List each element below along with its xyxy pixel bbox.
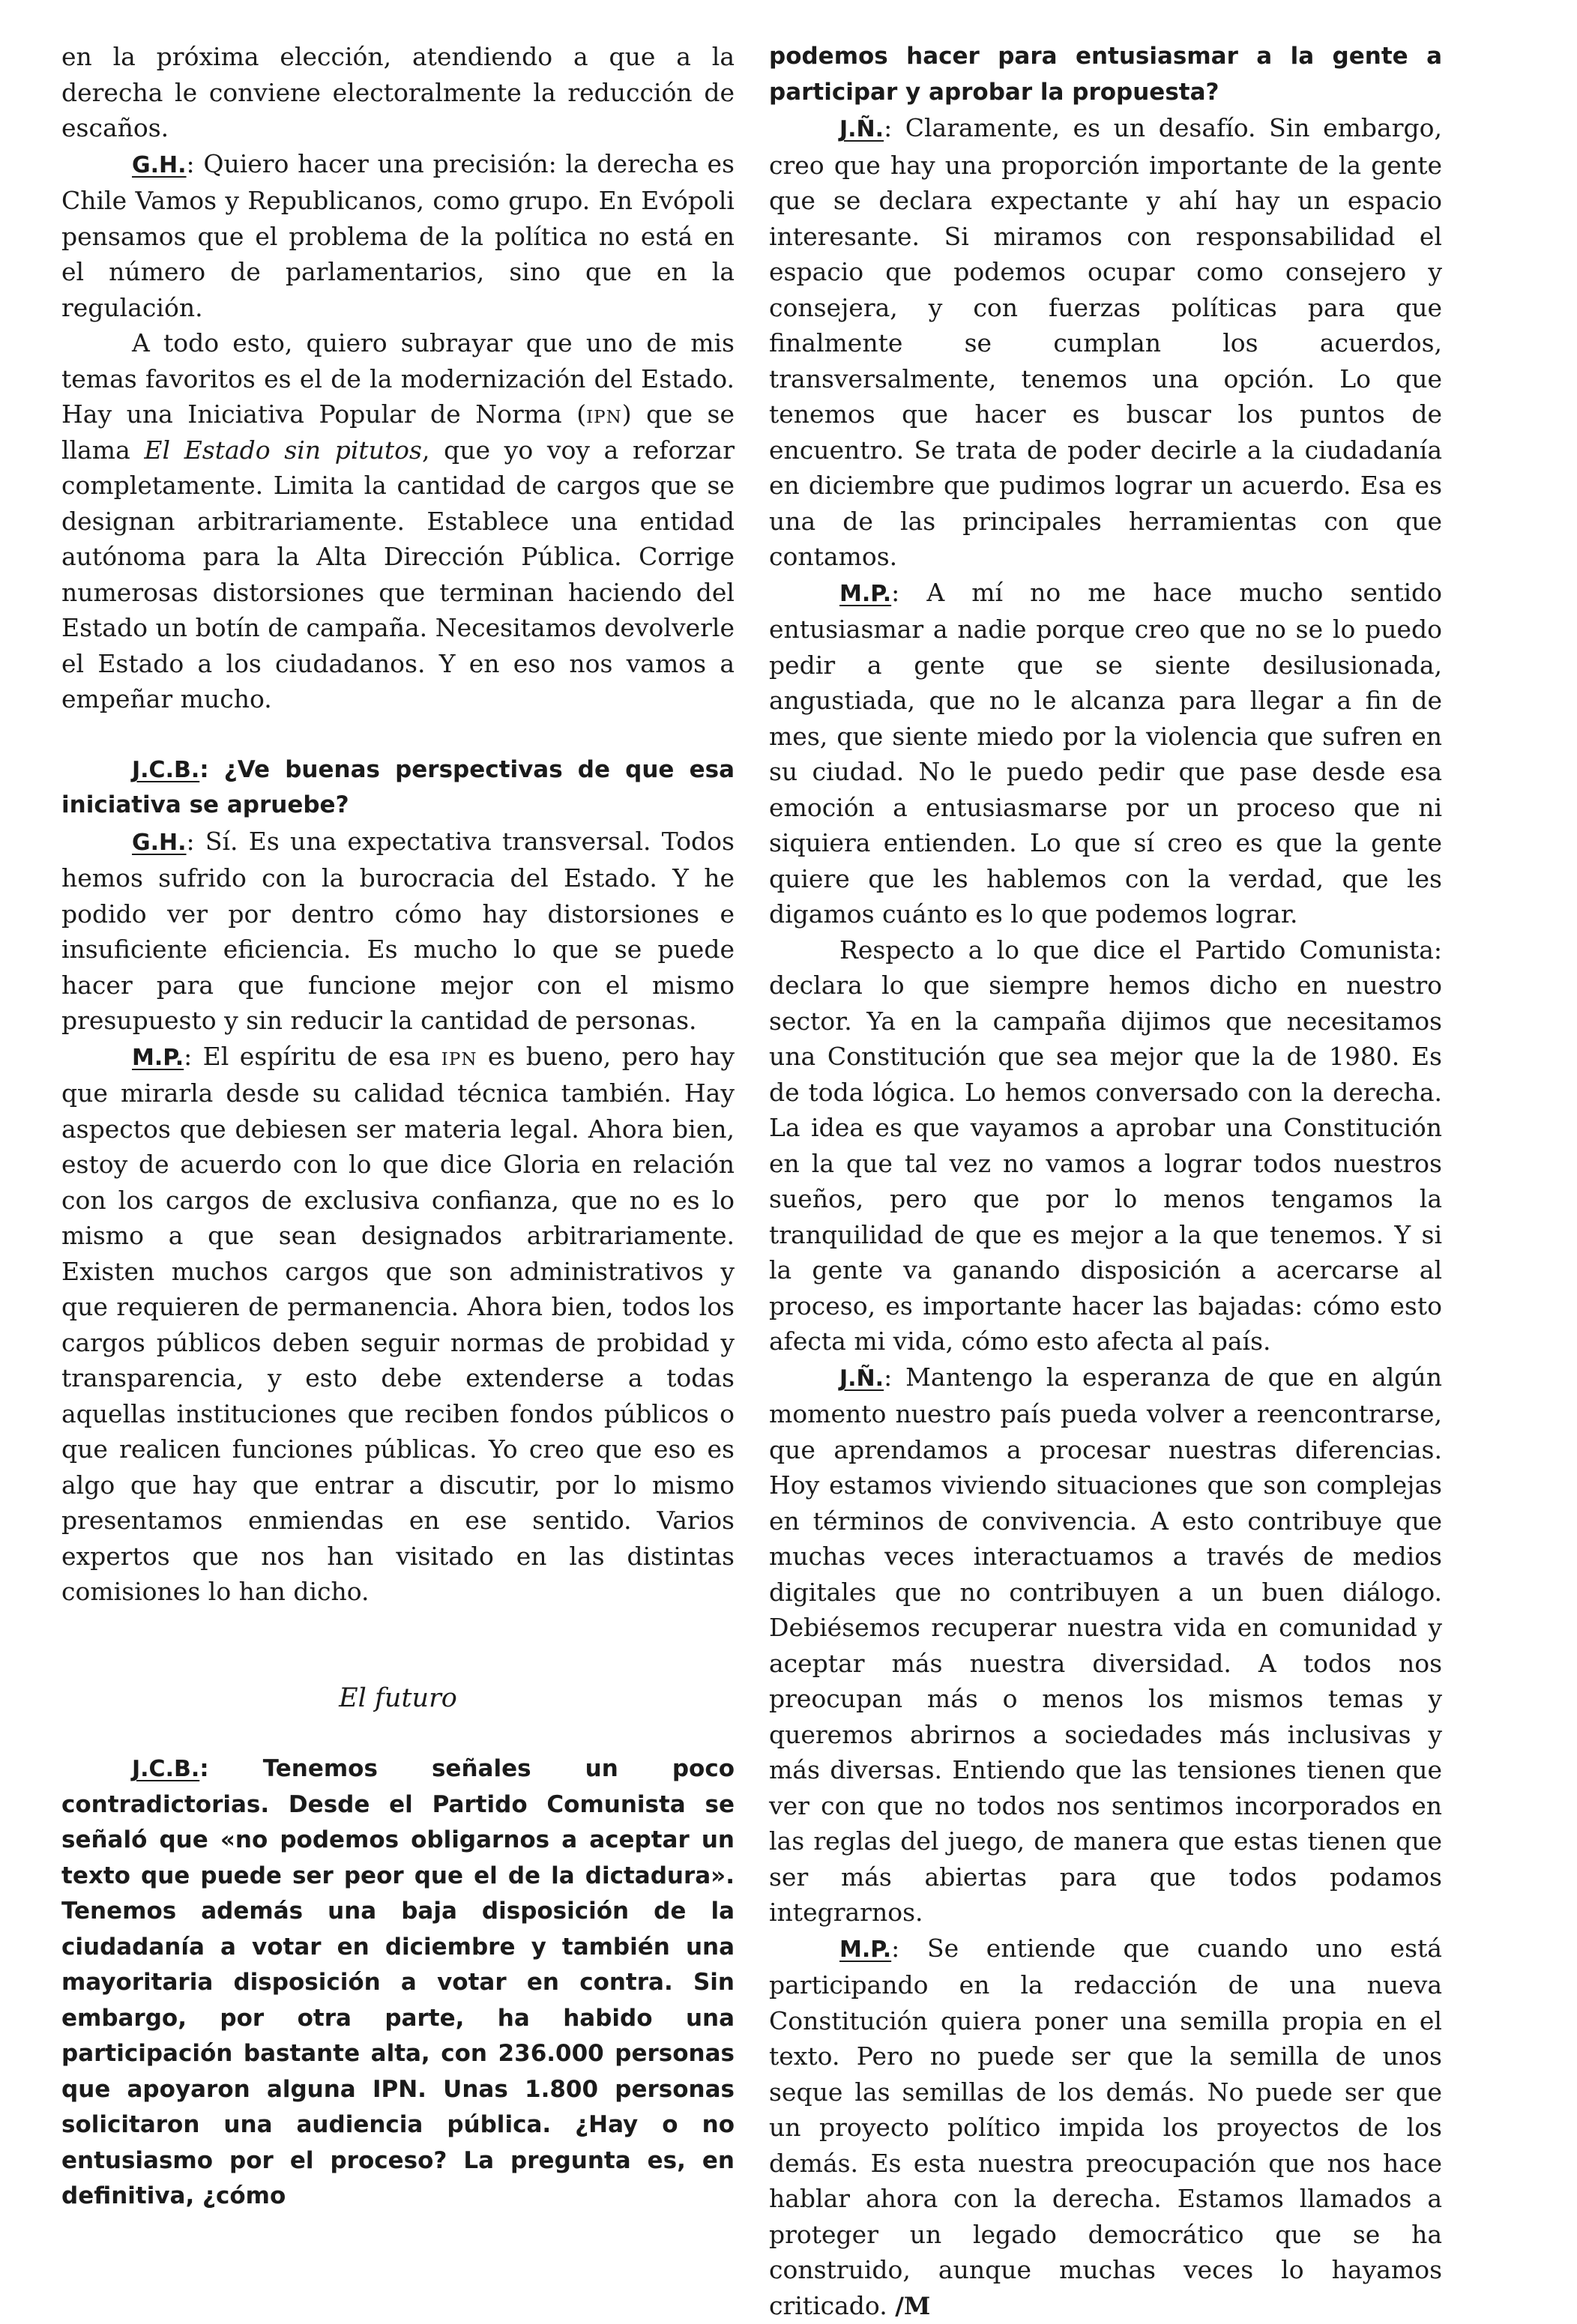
speaker-mp: M.P. — [839, 581, 891, 607]
speaker-jcb: J.C.B. — [132, 1756, 199, 1782]
answer-mp-2: M.P.: A mí no me hace mucho sentido entusiasmar a nadie porque creo que no se lo puedo pedir a gente que se siente desilusionada, angustiada, que no le alcanza para llegar a fin de mes, que siente miedo por la violencia que sufren en su ciudad. No le puedo pedir que pase desde esa emoción a entusiasmarse por un proceso que ni siquiera entienden. Lo que sí creo es que la gente quiere que les hablemos con la verdad, que les digamos cuánto es lo que podemos lograr. — [769, 575, 1442, 932]
acronym-ipn: ipn — [586, 399, 622, 429]
question-jcb-2-cont: podemos hacer para entusiasmar a la gente a participar y aprobar la propuesta? — [769, 39, 1442, 110]
question-jcb-1: J.C.B.: ¿Ve buenas perspectivas de que esa iniciativa se apruebe? — [61, 752, 735, 824]
spacer — [61, 1716, 735, 1751]
answer-mp-1: M.P.: El espíritu de esa ipn es bueno, pero hay que mirarla desde su calidad técnica también. Hay aspectos que debiesen ser materia legal. Ahora bien, estoy de acuerdo con lo que dice Gloria en relación con los cargos de exclusiva confianza, que no es lo mismo a que sean designados arbitrariamente. Existen muchos cargos que son administrativos y que requieren de permanencia. Ahora bien, todos los cargos públicos deben seguir normas de probidad y transparencia, y esto debe extenderse a todas aquellas instituciones que reciben fondos públicos o que realicen funciones públicas. Yo creo que eso es algo que hay que entrar a discutir, por lo mismo presentamos enmiendas en ese sentido. Varios expertos que nos han visitado en las distintas comisiones lo han dicho. — [61, 1039, 735, 1610]
answer-gh-1-cont: A todo esto, quiero subrayar que uno de mis temas favoritos es el de la modernización del Estado. Hay una Iniciativa Popular de Norma (ipn) que se llama El Estado sin pitutos, que yo voy a reforzar completamente. Limita la cantidad de cargos que se designan arbitrariamente. Establece una entidad autónoma para la Alta Dirección Pública. Corrige numerosas distorsiones que terminan haciendo del Estado un botín de campaña. Necesitamos devolverle el Estado a los ciudadanos. Y en eso nos vamos a empeñar mucho. — [61, 325, 735, 717]
answer-mp-2-cont: Respecto a lo que dice el Partido Comunista: declara lo que siempre hemos dicho en nuestro sector. Ya en la campaña dijimos que necesitamos una Constitución que sea mejor que la de 1980. Es de toda lógica. Lo hemos conversado con la derecha. La idea es que vayamos a aprobar una Constitución en la que tal vez no vamos a lograr todos nuestros sueños, pero que por lo menos tengamos la tranquilidad de que es mejor a la que tenemos. Y si la gente va ganando disposición a acercarse al proceso, es importante hacer las bajadas: cómo esto afecta mi vida, cómo esto afecta al país. — [769, 932, 1442, 1359]
speaker-jn: J.Ñ. — [839, 1365, 884, 1392]
spacer — [61, 717, 735, 752]
right-column — [769, 39, 1442, 2324]
left-column — [61, 39, 735, 2215]
speaker-jcb: J.C.B. — [132, 757, 199, 783]
answer-jn-1: J.Ñ.: Claramente, es un desafío. Sin embargo, creo que hay una proporción importante de la gente que se declara expectante y ahí hay un espacio interesante. Si miramos con responsabilidad el espacio que podemos ocupar como consejero y consejera, y con fuerzas políticas para que finalmente se cumplan los acuerdos, transversalmente, tenemos una opción. Lo que tenemos que hacer es buscar los puntos de encuentro. Se trata de poder decirle a la ciudadanía en diciembre que pudimos lograr un acuerdo. Esa es una de las principales herramientas con que contamos. — [769, 110, 1442, 575]
answer-gh-1: G.H.: Quiero hacer una precisión: la derecha es Chile Vamos y Republicanos, como grupo. En Evópoli pensamos que el problema de la política no está en el número de parlamentarios, sino que en la regulación. — [61, 146, 735, 326]
answer-jn-2: J.Ñ.: Mantengo la esperanza de que en algún momento nuestro país pueda volver a reencontrarse, que aprendamos a procesar nuestras diferencias. Hoy estamos viviendo situaciones que son complejas en términos de convivencia. A esto contribuye que muchas veces interactuamos a través de medios digitales que no contribuyen a un buen diálogo. Debiésemos recuperar nuestra vida en comunidad y aceptar más nuestra diversidad. A todos nos preocupan más o menos los mismos temas y queremos abrirnos a sociedades más inclusivas y más diversas. Entiendo que las tensiones tienen que ver con que no todos nos sentimos incorporados en las reglas del juego, de manera que estas tienen que ser más abiertas para que todos podamos integrarnos. — [769, 1359, 1442, 1931]
end-mark: /M — [895, 2292, 930, 2320]
answer-gh-2: G.H.: Sí. Es una expectativa transversal. Todos hemos sufrido con la burocracia del Estado. Y he podido ver por dentro cómo hay distorsiones e insuficiente eficiencia. Es mucho lo que se puede hacer para que funcione mejor con el mismo presupuesto y sin reducir la cantidad de personas. — [61, 824, 735, 1039]
speaker-gh: G.H. — [132, 152, 187, 178]
acronym-ipn: ipn — [441, 1042, 477, 1071]
speaker-jn: J.Ñ. — [839, 116, 884, 142]
initiative-title: El Estado sin pitutos — [144, 435, 422, 465]
speaker-mp: M.P. — [132, 1045, 184, 1071]
answer-mp-3: M.P.: Se entiende que cuando uno está participando en la redacción de una nueva Constitución quiera poner una semilla propia en el texto. Pero no puede ser que la semilla de unos seque las semillas de los demás. No puede ser que un proyecto político impida los proyectos de los demás. Es esta nuestra preocupación que nos hace hablar ahora con la derecha. Estamos llamados a proteger un legado democrático que se ha construido, aunque muchas veces lo hayamos criticado. /M — [769, 1931, 1442, 2324]
speaker-mp: M.P. — [839, 1937, 891, 1963]
paragraph-continuation: en la próxima elección, atendiendo a que a la derecha le conviene electoralmente la reducción de escaños. — [61, 39, 735, 146]
speaker-gh: G.H. — [132, 830, 187, 856]
spacer — [61, 1610, 735, 1681]
question-jcb-2: J.C.B.: Tenemos señales un poco contradictorias. Desde el Partido Comunista se señaló que «no podemos obligarnos a aceptar un texto que puede ser peor que el de la dictadura». Tenemos además una baja disposición de la ciudadanía a votar en diciembre y también una mayoritaria disposición a votar en contra. Sin embargo, por otra parte, ha habido una participación bastante alta, con 236.000 personas que apoyaron alguna IPN. Unas 1.800 personas solicitaron una audiencia pública. ¿Hay o no entusiasmo por el proceso? La pregunta es, en definitiva, ¿cómo — [61, 1751, 735, 2215]
section-title: El futuro — [61, 1681, 735, 1717]
